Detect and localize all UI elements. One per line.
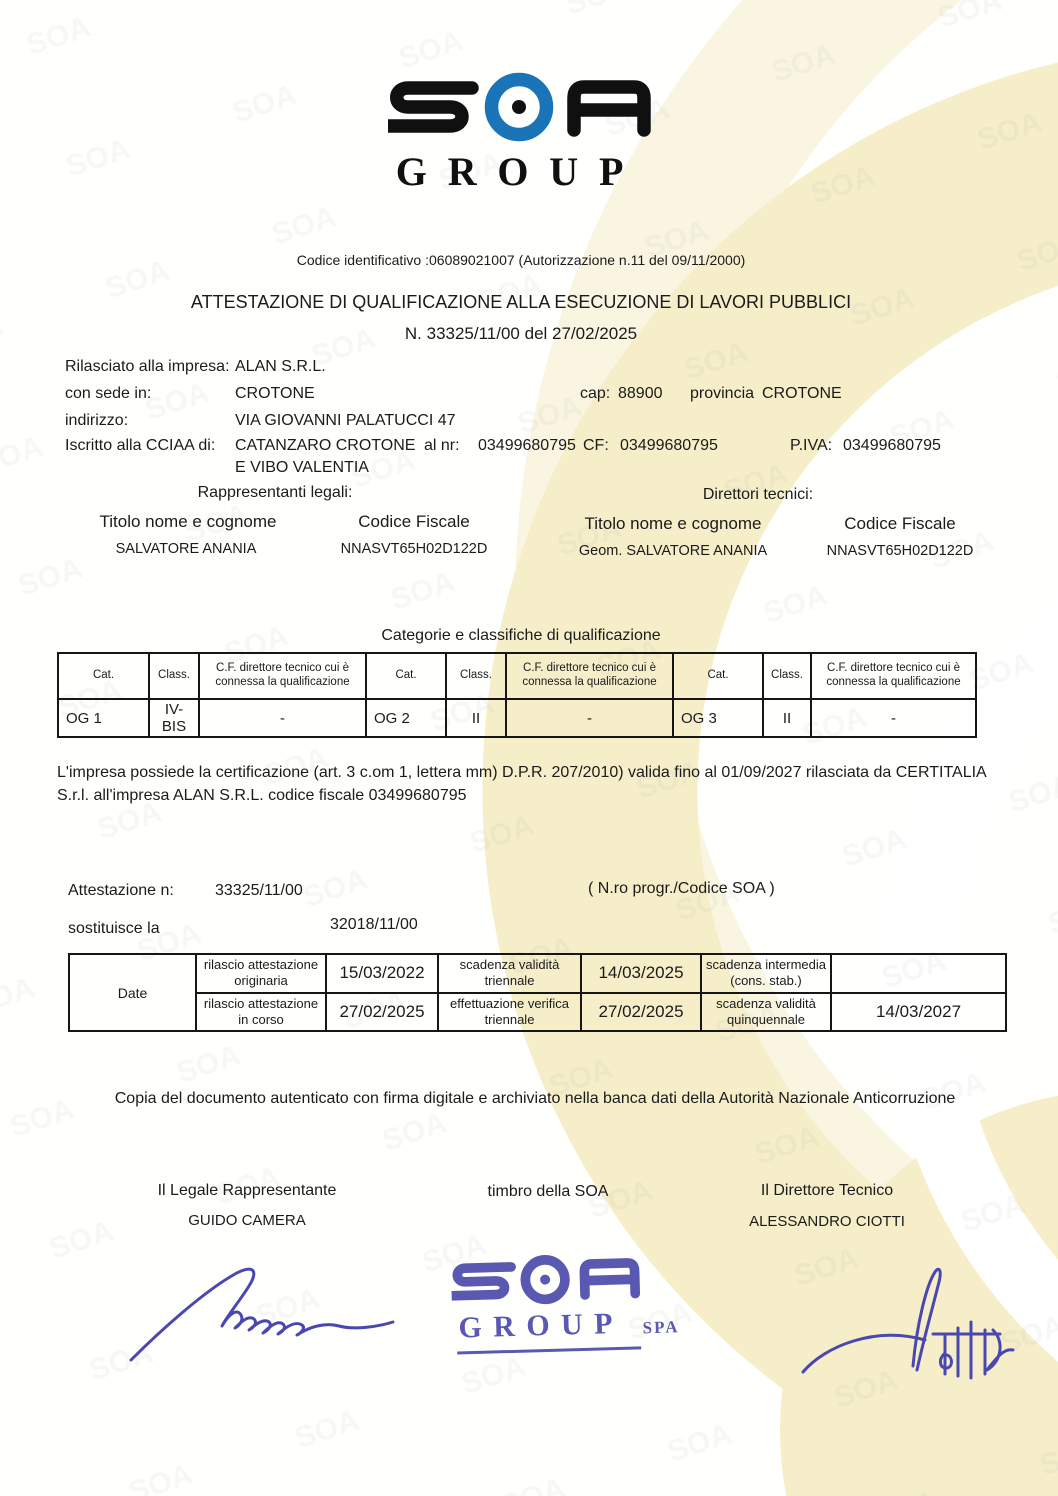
stamp-spa-word: SPA <box>642 1317 680 1338</box>
sostituisce-label: sostituisce la <box>68 920 160 937</box>
indirizzo-value: VIA GIOVANNI PALATUCCI 47 <box>235 412 456 429</box>
alnr-label: al nr: <box>424 437 460 454</box>
class-header: Class. <box>446 653 506 699</box>
rilascio-originaria-label: rilascio attestazione originaria <box>196 954 326 993</box>
class-value: II <box>763 699 811 737</box>
page-title: ATTESTAZIONE DI QUALIFICAZIONE ALLA ESECUZIONE DI LAVORI PUBBLICI <box>190 292 852 312</box>
sede-label: con sede in: <box>65 385 152 402</box>
stamp-soa-icon <box>451 1250 642 1311</box>
class-header: Class. <box>763 653 811 699</box>
legale-signature <box>125 1258 415 1368</box>
alnr-value: 03499680795 <box>478 437 576 454</box>
cf-value: 03499680795 <box>620 437 718 454</box>
soa-logo-icon <box>388 70 653 148</box>
direttore-tecnico-name: ALESSANDRO CIOTTI <box>749 1213 905 1230</box>
cciaa-value-line2: E VIBO VALENTIA <box>235 459 369 476</box>
cf-header: C.F. direttore tecnico cui è connessa la qualificazione <box>199 653 366 699</box>
verifica-triennale-label: effettuazione verifica triennale <box>438 993 581 1032</box>
direttori-tecnici-title: Direttori tecnici: <box>702 486 814 503</box>
logo-group-text: GROUP <box>395 149 645 194</box>
cat-value: OG 2 <box>366 699 446 737</box>
stamp-underline <box>457 1346 641 1354</box>
rilascio-in-corso-date: 27/02/2025 <box>326 993 438 1032</box>
tecnico-name: Geom. SALVATORE ANANIA <box>578 543 768 559</box>
tecnici-col-cf: Codice Fiscale <box>844 514 956 533</box>
class-value: II <box>446 699 506 737</box>
scadenza-quinquennale-label: scadenza validità quinquennale <box>701 993 831 1032</box>
stamp-o-dot <box>540 1274 550 1284</box>
stamp-letter-a <box>584 1263 635 1295</box>
attestazione-label: Attestazione n: <box>68 882 174 899</box>
indirizzo-label: indirizzo: <box>65 412 129 429</box>
cf-header: C.F. direttore tecnico cui è connessa la qualificazione <box>811 653 976 699</box>
cat-header: Cat. <box>366 653 446 699</box>
scadenza-triennale-label: scadenza validità triennale <box>438 954 581 993</box>
scadenza-intermedia-date <box>831 954 1006 993</box>
dates-row-1 <box>69 954 1006 993</box>
categories-header-row <box>58 653 976 699</box>
rilasciato-value: ALAN S.R.L. <box>235 358 326 375</box>
attestation-number-line: N. 33325/11/00 del 27/02/2025 <box>404 324 638 343</box>
class-header: Class. <box>149 653 199 699</box>
cf-value: - <box>506 699 673 737</box>
cat-header: Cat. <box>58 653 149 699</box>
categories-data-row <box>58 699 976 737</box>
provincia-label: provincia <box>690 385 755 402</box>
scadenza-quinquennale-date: 14/03/2027 <box>831 993 1006 1032</box>
soa-stamp <box>451 1248 714 1365</box>
piva-label: P.IVA: <box>790 437 833 454</box>
cf-value: - <box>811 699 976 737</box>
tecnici-col-name: Titolo nome e cognome <box>584 514 762 533</box>
logo-o-dot <box>512 100 526 114</box>
stamp-letter-s <box>451 1267 512 1296</box>
legali-col-cf: Codice Fiscale <box>358 512 470 531</box>
class-value: IV-BIS <box>149 699 199 737</box>
cciaa-label: Iscritto alla CCIAA di: <box>65 437 216 454</box>
progr-codice-note: ( N.ro progr./Codice SOA ) <box>588 880 775 897</box>
rilasciato-label: Rilasciato alla impresa: <box>65 358 230 375</box>
verifica-triennale-date: 27/02/2025 <box>581 993 701 1032</box>
categories-table <box>57 652 977 738</box>
cciaa-value: CATANZARO CROTONE <box>235 437 416 454</box>
rappresentanti-legali-title: Rappresentanti legali: <box>197 484 353 501</box>
categories-title: Categorie e classifiche di qualificazione <box>381 627 661 644</box>
rilascio-originaria-date: 15/03/2022 <box>326 954 438 993</box>
sede-value: CROTONE <box>235 385 315 402</box>
cap-label: cap: <box>580 385 611 402</box>
sostituisce-value: 32018/11/00 <box>330 916 418 933</box>
dates-table <box>68 953 1007 1032</box>
tecnico-cf: NNASVT65H02D122D <box>826 543 974 559</box>
cap-value: 88900 <box>618 385 663 402</box>
stamp-group-word: GROUP <box>458 1306 625 1345</box>
cf-value: - <box>199 699 366 737</box>
logo-letter-a <box>574 87 644 130</box>
legale-name: SALVATORE ANANIA <box>115 541 257 557</box>
legali-col-name: Titolo nome e cognome <box>99 512 277 531</box>
logo-letter-s <box>388 88 472 126</box>
dates-row-2 <box>69 993 1006 1032</box>
cat-header: Cat. <box>673 653 763 699</box>
cf-header: C.F. direttore tecnico cui è connessa la qualificazione <box>506 653 673 699</box>
direttore-tecnico-title: Il Direttore Tecnico <box>760 1182 894 1199</box>
scadenza-intermedia-label: scadenza intermedia (cons. stab.) <box>701 954 831 993</box>
certification-paragraph: L'impresa possiede la certificazione (art. 3 c.om 1, lettera mm) D.P.R. 207/2010) valida fino al 01/09/2027 rilasciata da CERTITALIA S.r.l. all'impresa ALAN S.R.L. codice fiscale 03499680795 <box>57 764 986 804</box>
cat-value: OG 3 <box>673 699 763 737</box>
codice-identificativo-line: Codice identificativo :06089021007 (Autorizzazione n.11 del 09/11/2000) <box>296 252 746 268</box>
scadenza-triennale-date: 14/03/2025 <box>581 954 701 993</box>
legale-rappresentante-title: Il Legale Rappresentante <box>157 1182 337 1199</box>
provincia-value: CROTONE <box>762 385 842 402</box>
attestazione-number: 33325/11/00 <box>215 882 303 899</box>
dates-row-header: Date <box>69 954 196 1031</box>
tecnico-signature <box>795 1262 1020 1387</box>
legale-rappresentante-name: GUIDO CAMERA <box>188 1212 306 1229</box>
piva-value: 03499680795 <box>843 437 941 454</box>
legale-cf: NNASVT65H02D122D <box>340 541 488 557</box>
timbro-label: timbro della SOA <box>487 1183 609 1200</box>
rilascio-in-corso-label: rilascio attestazione in corso <box>196 993 326 1032</box>
cf-label: CF: <box>583 437 609 454</box>
copy-note: Copia del documento autenticato con firma digitale e archiviato nella banca dati della Autorità Nazionale Anticorruzione <box>114 1090 956 1107</box>
cat-value: OG 1 <box>58 699 149 737</box>
